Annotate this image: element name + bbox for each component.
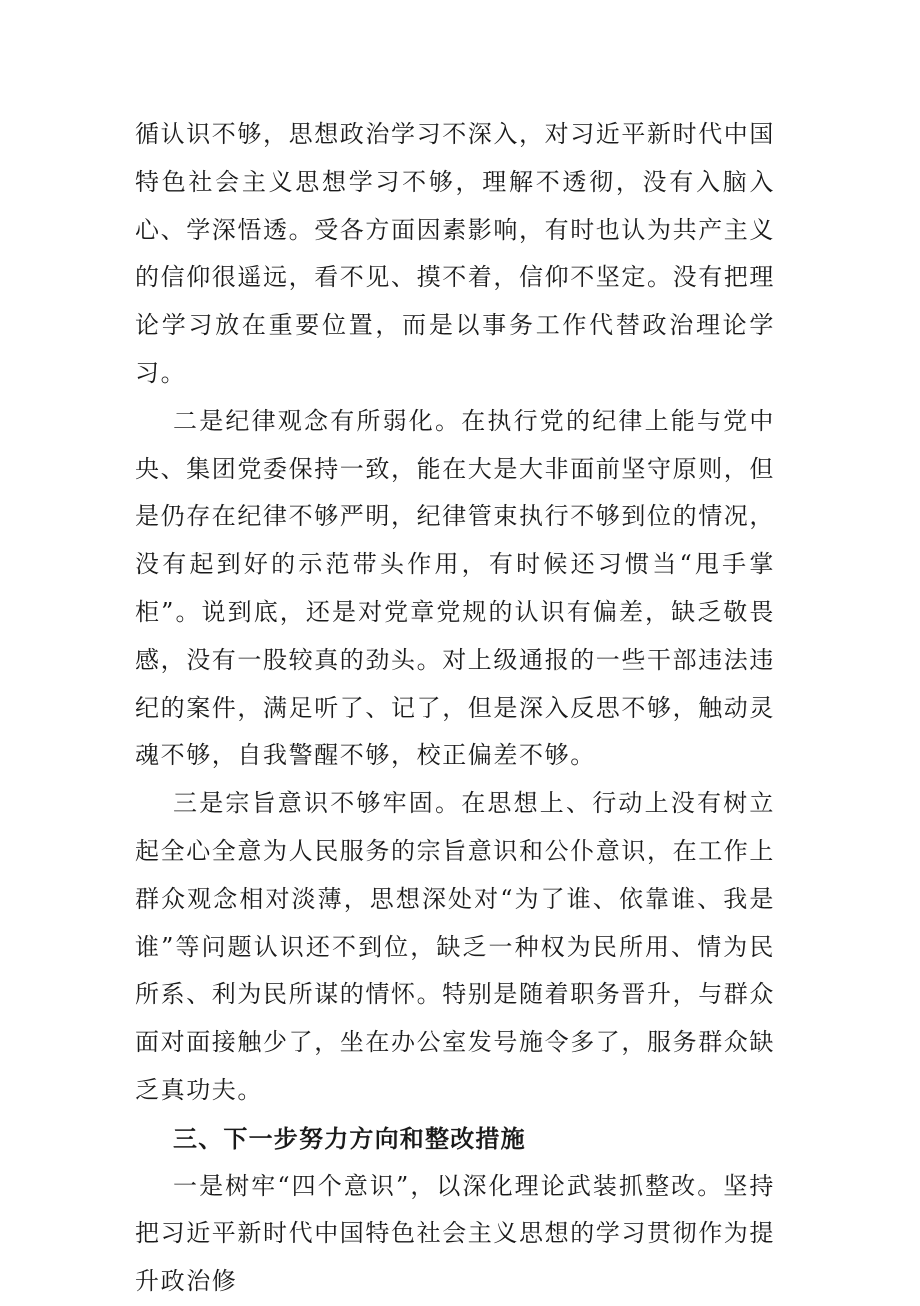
- paragraph-purpose: 三是宗旨意识不够牢固。在思想上、行动上没有树立起全心全意为人民服务的宗旨意识和公仆意识，在工作上群众观念相对淡薄，思想深处对“为了谁、依靠谁、我是谁”等问题认识还不到位，缺乏一种权为民所用、情为民所系、利为民所谋的情怀。特别是随着职务晋升，与群众面对面接触少了，坐在办公室发号施令多了，服务群众缺乏真功夫。: [135, 789, 775, 1104]
- document-body: [135, 111, 775, 1306]
- section-heading: 三、下一步努力方向和整改措施: [173, 1123, 526, 1153]
- paragraph-discipline: 二是纪律观念有所弱化。在执行党的纪律上能与党中央、集团党委保持一致，能在大是大非面前坚守原则，但是仍存在纪律不够严明，纪律管束执行不够到位的情况，没有起到好的示范带头作用，有时候还习惯当“甩手掌柜”。说到底，还是对党章党规的认识有偏差，缺乏敬畏感，没有一股较真的劲头。对上级通报的一些干部违法违纪的案件，满足听了、记了，但是深入反思不够，触动灵魂不够，自我警醒不够，校正偏差不够。: [135, 406, 775, 770]
- paragraph-continuation: 循认识不够，思想政治学习不深入，对习近平新时代中国特色社会主义思想学习不够，理解不透彻，没有入脑入心、学深悟透。受各方面因素影响，有时也认为共产主义的信仰很遥远，看不见、摸不着，信仰不坚定。没有把理论学习放在重要位置，而是以事务工作代替政治理论学习。: [135, 120, 775, 387]
- paragraph-measures: 一是树牢“四个意识”，以深化理论武装抓整改。坚持把习近平新时代中国特色社会主义思想的学习贯彻作为提升政治修: [135, 1171, 775, 1296]
